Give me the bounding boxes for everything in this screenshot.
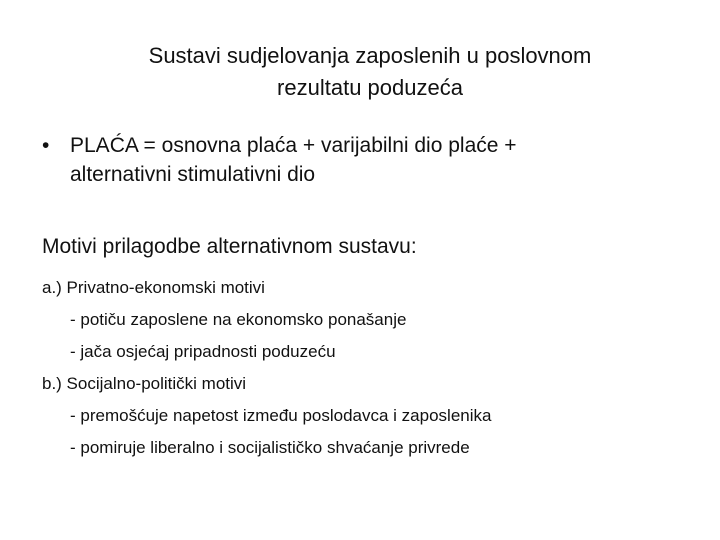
title-line-1: Sustavi sudjelovanja zaposlenih u poslovnom: [148, 43, 592, 68]
salary-formula-bullet: [42, 131, 692, 189]
salary-formula-line-1: PLAĆA = osnovna plaća + varijabilni dio plaće +: [70, 134, 517, 157]
slide-title: [60, 40, 680, 104]
motive-item: - jača osjećaj pripadnosti poduzeću: [70, 342, 336, 361]
motive-item: - potiču zaposlene na ekonomsko ponašanje: [70, 310, 407, 329]
motive-item: - pomiruje liberalno i socijalističko shvaćanje privrede: [70, 438, 470, 457]
motive-category-private: a.) Privatno-ekonomski motivi: [42, 278, 265, 297]
bullet-marker: •: [42, 134, 50, 157]
motive-category-social: b.) Socijalno-politički motivi: [42, 374, 247, 393]
title-line-2: rezultatu poduzeća: [277, 75, 463, 100]
motive-item: - premošćuje napetost između poslodavca i zaposlenika: [70, 406, 492, 425]
motives-heading: Motivi prilagodbe alternativnom sustavu:: [42, 235, 417, 258]
motives-list: [42, 272, 491, 464]
salary-formula-line-2: alternativni stimulativni dio: [70, 163, 316, 186]
